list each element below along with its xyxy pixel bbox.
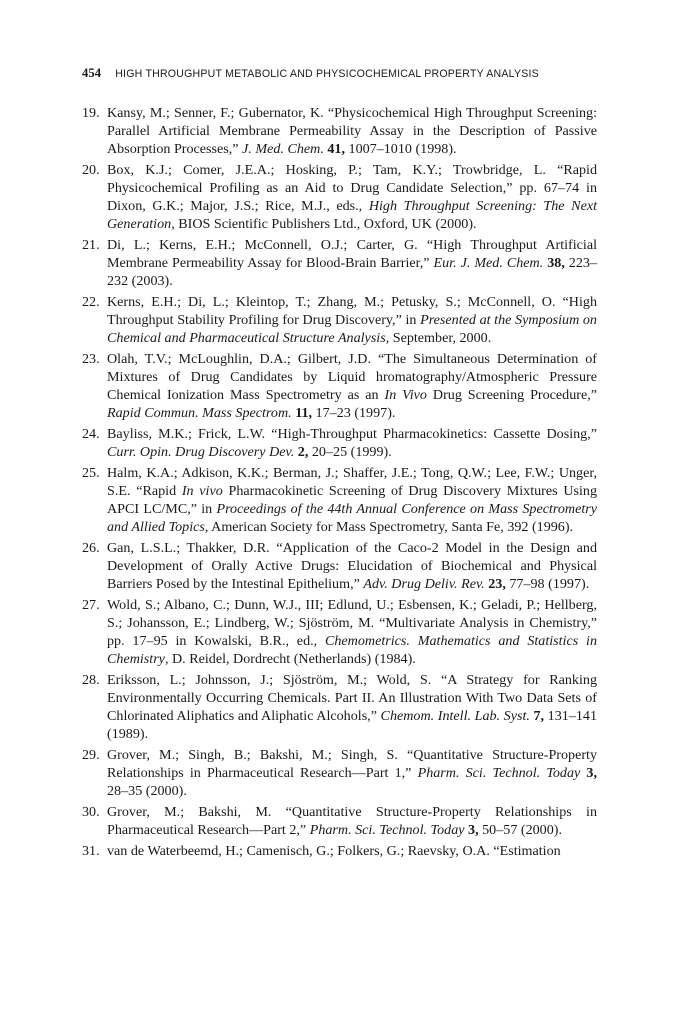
citation-source: In vivo xyxy=(181,483,223,499)
citation-text: Drug Screening Procedure,” xyxy=(426,387,598,403)
citation-volume: 23, xyxy=(488,576,506,592)
reference-text xyxy=(107,237,597,289)
reference-text xyxy=(107,465,597,535)
citation-text: Grover, M.; Singh, B.; Bakshi, M.; Singh, S. “Quantitative Structure-Property Relationships in Pharmaceutical Research—Part 1,” xyxy=(107,747,597,781)
reference-number: 28. xyxy=(82,672,100,688)
citation-text: , American Society for Mass Spectrometry, Santa Fe, 392 (1996). xyxy=(204,519,574,535)
citation-source: Presented at the Symposium on Chemical and Pharmaceutical Structure Analysis xyxy=(107,312,597,346)
citation-source: Curr. Opin. Drug Discovery Dev. xyxy=(107,444,295,460)
citation-text: 20–25 (1999). xyxy=(308,444,392,460)
citation-text: Gan, L.S.L.; Thakker, D.R. “Application of the Caco-2 Model in the Design and Development of Orally Active Drugs: Elucidation of Biochemical and Physical Barriers Posed by the Intestinal Epithelium,” xyxy=(107,540,597,592)
reference-text xyxy=(107,672,597,742)
page-number: 454 xyxy=(82,66,102,80)
reference-text xyxy=(107,597,597,667)
reference-entry xyxy=(82,350,597,422)
reference-number: 31. xyxy=(82,843,100,859)
citation-volume: 41, xyxy=(327,141,345,157)
citation-text: 131–141 (1989). xyxy=(107,708,597,742)
reference-entry xyxy=(82,236,597,290)
reference-number: 29. xyxy=(82,747,100,763)
reference-entry xyxy=(82,464,597,536)
running-title: HIGH THROUGHPUT METABOLIC AND PHYSICOCHEMICAL PROPERTY ANALYSIS xyxy=(115,68,539,80)
citation-volume: 7, xyxy=(533,708,545,724)
citation-text: Olah, T.V.; McLoughlin, D.A.; Gilbert, J.D. “The Simultaneous Determination of Mixtures of Drug Candidates by Liquid hromatography/Atmospheric Pressure Chemical Ionization Mass Spectrometry as an xyxy=(107,351,597,403)
citation-text: Kerns, E.H.; Di, L.; Kleintop, T.; Zhang, M.; Petusky, S.; McConnell, O. “High Throughput Stability Profiling for Drug Discovery,” in xyxy=(107,294,597,328)
citation-volume: 2, xyxy=(297,444,309,460)
reference-entry xyxy=(82,596,597,668)
citation-source: Proceedings of the 44th Annual Conference on Mass Spectrometry and Allied Topics xyxy=(107,501,598,535)
reference-number: 22. xyxy=(82,294,100,310)
citation-volume: 3, xyxy=(468,822,479,838)
citation-source: Chemom. Intell. Lab. Syst. xyxy=(380,708,530,724)
citation-text: , September, 2000. xyxy=(385,330,492,346)
citation-volume: 11, xyxy=(295,405,313,421)
reference-text xyxy=(107,294,597,346)
citation-text: 17–23 (1997). xyxy=(312,405,396,421)
reference-number: 26. xyxy=(82,540,100,556)
citation-source: Chemometrics. Mathematics and Statistics in Chemistry xyxy=(107,633,597,667)
citation-text: 77–98 (1997). xyxy=(505,576,590,592)
citation-text: van de Waterbeemd, H.; Camenisch, G.; Folkers, G.; Raevsky, O.A. “Estimation xyxy=(107,843,561,859)
reference-number: 25. xyxy=(82,465,100,481)
reference-entry xyxy=(82,671,597,743)
citation-text: 223–232 (2003). xyxy=(107,255,597,289)
reference-number: 21. xyxy=(82,237,100,253)
reference-list xyxy=(82,104,597,863)
citation-text: Halm, K.A.; Adkison, K.K.; Berman, J.; Shaffer, J.E.; Tong, Q.W.; Lee, F.W.; Unger, S.E. “Rapid xyxy=(107,465,597,499)
reference-text xyxy=(107,747,597,799)
reference-entry xyxy=(82,746,597,800)
reference-text xyxy=(107,351,597,421)
citation-text: Wold, S.; Albano, C.; Dunn, W.J., III; Edlund, U.; Esbensen, K.; Geladi, P.; Hellberg, S.; Johansson, E.; Lindberg, W.; Sjöström, M. “Multivariate Analysis in Chemistry,” pp. 17–95 in Kowalski, B.R., ed., xyxy=(107,597,597,649)
reference-text xyxy=(107,540,597,592)
reference-number: 24. xyxy=(82,426,100,442)
citation-source: High Throughput Screening: The Next Generation xyxy=(107,198,597,232)
reference-number: 23. xyxy=(82,351,100,367)
reference-entry xyxy=(82,161,597,233)
reference-entry xyxy=(82,803,597,839)
reference-text xyxy=(107,804,597,838)
citation-text: Bayliss, M.K.; Frick, L.W. “High-Throughput Pharmacokinetics: Cassette Dosing,” xyxy=(107,426,597,442)
citation-text: , BIOS Scientific Publishers Ltd., Oxford, UK (2000). xyxy=(171,216,477,232)
citation-source: Eur. J. Med. Chem. xyxy=(433,255,544,271)
reference-text xyxy=(107,426,597,460)
citation-text: Box, K.J.; Comer, J.E.A.; Hosking, P.; Tam, K.Y.; Trowbridge, L. “Rapid Physicochemical Profiling as an Aid to Drug Candidate Selection,” pp. 67–74 in Dixon, G.K.; Major, J.S.; Rice, M.J., eds., xyxy=(107,162,597,214)
citation-text: Kansy, M.; Senner, F.; Gubernator, K. “Physicochemical High Throughput Screening: Parallel Artificial Membrane Permeability Assay in the Description of Passive Absorption Processes,” xyxy=(107,105,597,157)
citation-text: , D. Reidel, Dordrecht (Netherlands) (1984). xyxy=(164,651,416,667)
reference-number: 27. xyxy=(82,597,100,613)
reference-entry xyxy=(82,425,597,461)
citation-source: Pharm. Sci. Technol. Today xyxy=(417,765,581,781)
citation-source: In Vivo xyxy=(384,387,427,403)
citation-source: Adv. Drug Deliv. Rev. xyxy=(363,576,485,592)
reference-entry xyxy=(82,104,597,158)
reference-text xyxy=(107,843,561,859)
reference-entry xyxy=(82,539,597,593)
citation-source: J. Med. Chem. xyxy=(242,141,324,157)
citation-text: 50–57 (2000). xyxy=(478,822,562,838)
reference-number: 30. xyxy=(82,804,100,820)
citation-text: Grover, M.; Bakshi, M. “Quantitative Structure-Property Relationships in Pharmaceutical Research—Part 2,” xyxy=(107,804,597,838)
reference-entry xyxy=(82,842,597,860)
citation-volume: 3, xyxy=(586,765,597,781)
citation-text: Di, L.; Kerns, E.H.; McConnell, O.J.; Carter, G. “High Throughput Artificial Membrane Permeability Assay for Blood-Brain Barrier,” xyxy=(107,237,597,271)
citation-text: 1007–1010 (1998). xyxy=(345,141,457,157)
citation-source: Rapid Commun. Mass Spectrom. xyxy=(107,405,292,421)
citation-text: Pharmacokinetic Screening of Drug Discovery Mixtures Using APCI LC/MC,” in xyxy=(107,483,597,517)
reference-number: 20. xyxy=(82,162,100,178)
reference-entry xyxy=(82,293,597,347)
citation-text: Eriksson, L.; Johnsson, J.; Sjöström, M.; Wold, S. “A Strategy for Ranking Environmentally Occurring Chemicals. Part II. An Illustration With Two Data Sets of Chlorinated Aliphatics and Aliphatic Alcohols,” xyxy=(107,672,597,724)
reference-text xyxy=(107,105,597,157)
citation-volume: 38, xyxy=(547,255,565,271)
citation-source: Pharm. Sci. Technol. Today xyxy=(309,822,465,838)
citation-text: 28–35 (2000). xyxy=(107,783,187,799)
running-header xyxy=(82,66,598,81)
reference-number: 19. xyxy=(82,105,100,121)
reference-text xyxy=(107,162,597,232)
